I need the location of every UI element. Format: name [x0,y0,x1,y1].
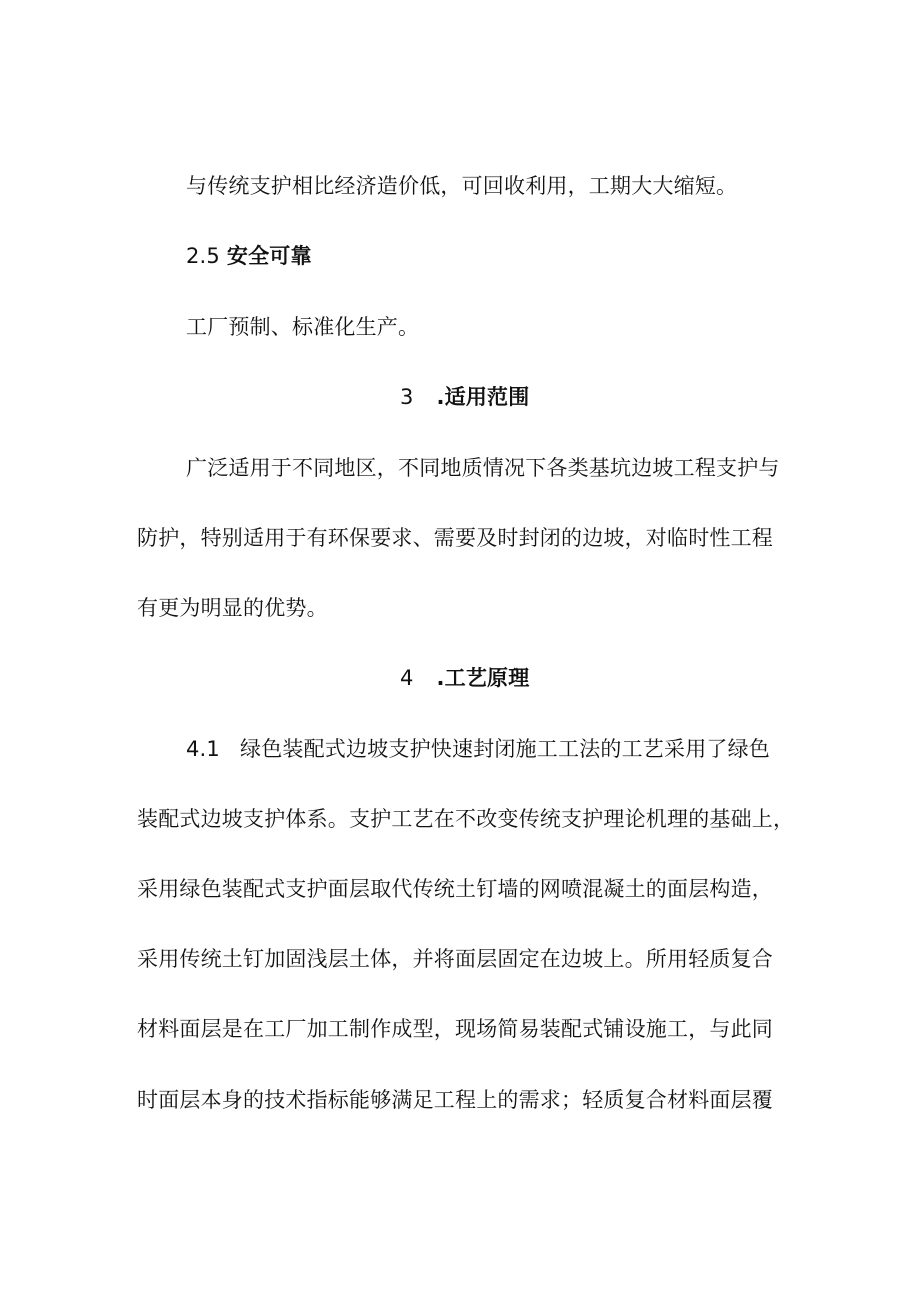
paragraph-safety: 工厂预制、标准化生产。 [186,315,420,339]
section-title: .工艺原理 [436,666,530,690]
paragraph-text: 绿色装配式边坡支护快速封闭施工工法的工艺采用了绿色 [240,737,770,761]
section-number: 3 [400,385,414,409]
section-number: 2.5 [186,244,220,268]
section-number: 4 [400,666,414,690]
section-title: 安全可靠 [226,244,312,268]
section-title: .适用范围 [436,385,530,409]
paragraph-4-1-line-2: 装配式边坡支护体系。支护工艺在不改变传统支护理论机理的基础上， [137,807,795,831]
paragraph-4-1-line-1 [186,734,770,764]
section-heading-3 [400,382,529,412]
paragraph-4-1-line-6: 时面层本身的技术指标能够满足工程上的需求；轻质复合材料面层覆 [137,1088,773,1112]
paragraph-number: 4.1 [186,737,220,761]
section-heading-4 [400,663,529,693]
paragraph-scope-line-1: 广泛适用于不同地区，不同地质情况下各类基坑边坡工程支护与 [186,456,780,480]
paragraph-scope-line-3: 有更为明显的优势。 [137,596,328,620]
paragraph-cost-tail: 与传统支护相比经济造价低，可回收利用，工期大大缩短。 [186,174,738,198]
paragraph-scope-line-2: 防护，特别适用于有环保要求、需要及时封闭的边坡，对临时性工程 [137,526,773,550]
paragraph-4-1-line-3: 采用绿色装配式支护面层取代传统土钉墙的网喷混凝土的面层构造， [137,877,773,901]
section-heading-2-5 [186,241,312,271]
paragraph-4-1-line-5: 材料面层是在工厂加工制作成型，现场简易装配式铺设施工，与此同 [137,1017,773,1041]
paragraph-4-1-line-4: 采用传统土钉加固浅层土体，并将面层固定在边坡上。所用轻质复合 [137,947,773,971]
